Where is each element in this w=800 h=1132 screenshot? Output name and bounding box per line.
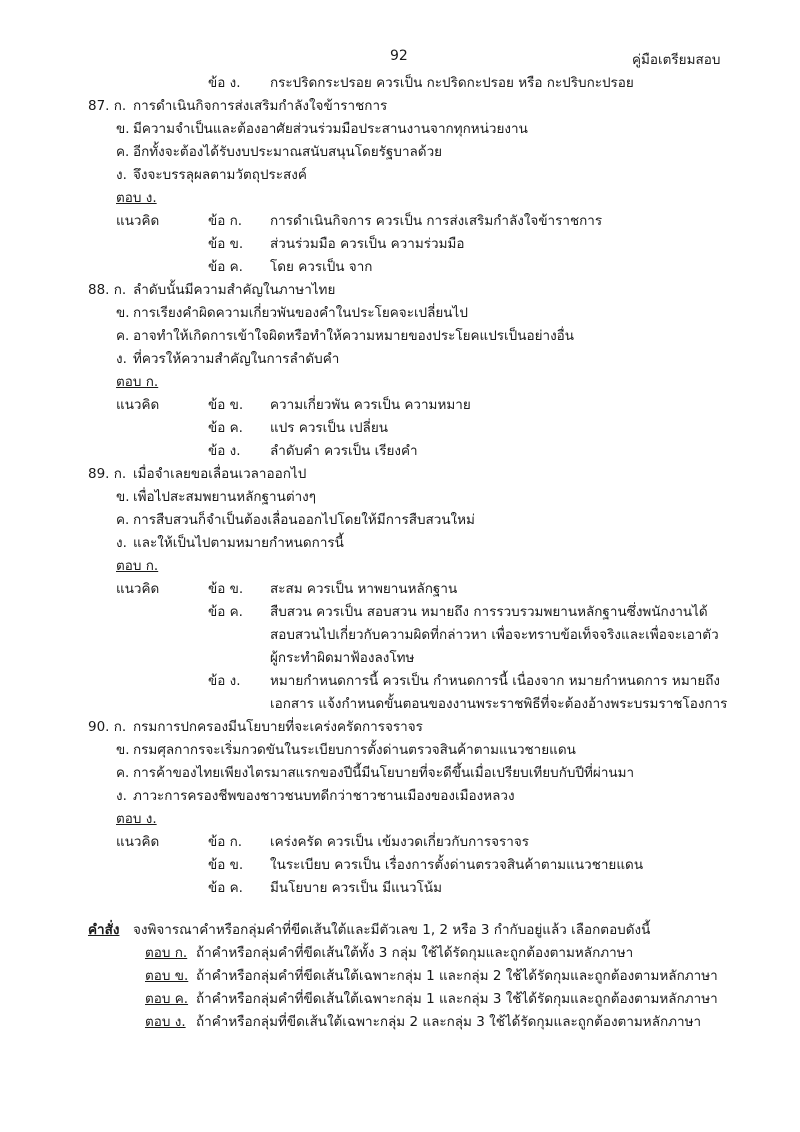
line-label: ข้อ ง. [208, 75, 241, 91]
line-label: ข้อ ข. [208, 397, 244, 413]
line-text: การดำเนินกิจการส่งเสริมกำลังใจข้าราชการ [133, 98, 388, 114]
line-label: ข. [116, 305, 130, 321]
line-text: การค้าของไทยเพียงไตรมาสแรกของปีนี้มีนโยบายที่จะดีขึ้นเมื่อเปรียบเทียบกับปีที่ผ่านมา [133, 765, 635, 781]
line-text: และให้เป็นไปตามหมายกำหนดการนี้ [133, 535, 344, 551]
line-label: ง. [116, 167, 127, 183]
line-text: โดย ควรเป็น จาก [270, 259, 373, 275]
line-label: ข้อ ค. [208, 880, 243, 896]
line-text: กระปริดกระปรอย ควรเป็น กะปริดกะปรอย หรือ กะปริบกะปรอย [270, 75, 634, 91]
option-key: ตอบ ข. [145, 968, 189, 984]
line-text: หมายกำหนดการนี้ ควรเป็น กำหนดการนี้ เนื่องจาก หมายกำหนดการ หมายถึง [270, 673, 720, 689]
line-text: ที่ควรให้ความสำคัญในการลำดับคำ [133, 351, 340, 367]
option-key: ตอบ ง. [145, 1014, 186, 1030]
line-text: จึงจะบรรลุผลตามวัตถุประสงค์ [133, 167, 307, 183]
line-text: ความเกี่ยวพัน ควรเป็น ความหมาย [270, 397, 471, 413]
line-label: ง. [116, 351, 127, 367]
line-text: ผู้กระทำผิดมาฟ้องลงโทษ [270, 650, 415, 666]
line-label: แนวคิด [116, 581, 160, 597]
line-text: การเรียงคำผิดความเกี่ยวพันของคำในประโยคจะเปลี่ยนไป [133, 305, 468, 321]
page-number: 92 [390, 48, 408, 64]
book-title: คู่มือเตรียมสอบ [632, 52, 721, 68]
line-label: ข้อ ค. [208, 604, 243, 620]
line-text: อีกทั้งจะต้องได้รับงบประมาณสนับสนุนโดยรัฐบาลด้วย [133, 144, 443, 160]
line-label: ข้อ ค. [208, 259, 243, 275]
answer-key: ตอบ ก. [116, 558, 159, 574]
line-text: ลำดับคำ ควรเป็น เรียงคำ [270, 443, 418, 459]
line-label: ค. [116, 512, 130, 528]
line-label: ค. [116, 144, 130, 160]
line-label: 88. ก. [88, 282, 127, 298]
option-text: ถ้าคำหรือกลุ่มคำที่ขีดเส้นใต้เฉพาะกลุ่ม 1 และกลุ่ม 2 ใช้ได้รัดกุมและถูกต้องตามหลักภาษา [196, 968, 718, 984]
answer-key: ตอบ ก. [116, 374, 159, 390]
line-label: ข้อ ก. [208, 213, 243, 229]
line-text: อาจทำให้เกิดการเข้าใจผิดหรือทำให้ความหมายของประโยคแปรเป็นอย่างอื่น [133, 328, 574, 344]
line-text: มีความจำเป็นและต้องอาศัยส่วนร่วมมือประสานงานจากทุกหน่วยงาน [133, 121, 528, 137]
line-label: ข. [116, 742, 130, 758]
line-text: ลำดับนั้นมีความสำคัญในภาษาไทย [133, 282, 336, 298]
option-text: ถ้าคำหรือกลุ่มที่ขีดเส้นใต้เฉพาะกลุ่ม 2 และกลุ่ม 3 ใช้ได้รัดกุมและถูกต้องตามหลักภาษา [196, 1014, 702, 1030]
line-text: กรมการปกครองมีนโยบายที่จะเคร่งครัดการจราจร [133, 719, 423, 735]
line-label: ข้อ ก. [208, 834, 243, 850]
line-label: ค. [116, 328, 130, 344]
option-text: ถ้าคำหรือกลุ่มคำที่ขีดเส้นใต้ทั้ง 3 กลุ่ม ใช้ได้รัดกุมและถูกต้องตามหลักภาษา [196, 945, 634, 961]
line-text: สะสม ควรเป็น หาพยานหลักฐาน [270, 581, 458, 597]
line-text: การดำเนินกิจการ ควรเป็น การส่งเสริมกำลังใจข้าราชการ [270, 213, 603, 229]
line-label: ข้อ ง. [208, 443, 241, 459]
line-text: เคร่งครัด ควรเป็น เข้มงวดเกี่ยวกับการจราจร [270, 834, 530, 850]
line-label: แนวคิด [116, 834, 160, 850]
line-label: แนวคิด [116, 213, 160, 229]
answer-key: ตอบ ง. [116, 811, 157, 827]
line-text: สอบสวนไปเกี่ยวกับความผิดที่กล่าวหา เพื่อจะทราบข้อเท็จจริงและเพื่อจะเอาตัว [270, 627, 719, 643]
line-label: ข้อ ข. [208, 236, 244, 252]
line-text: การสืบสวนก็จำเป็นต้องเลื่อนออกไปโดยให้มีการสืบสวนใหม่ [133, 512, 475, 528]
instruction-text: จงพิจารณาคำหรือกลุ่มคำที่ขีดเส้นใต้และมีตัวเลข 1, 2 หรือ 3 กำกับอยู่แล้ว เลือกตอบดังนี้ [133, 922, 651, 938]
line-text: มีนโยบาย ควรเป็น มีแนวโน้ม [270, 880, 442, 896]
line-text: ในระเบียบ ควรเป็น เรื่องการตั้งด่านตรวจสินค้าตามแนวชายแดน [270, 857, 644, 873]
line-label: ง. [116, 788, 127, 804]
line-text: เมื่อจำเลยขอเลื่อนเวลาออกไป [133, 466, 307, 482]
line-label: แนวคิด [116, 397, 160, 413]
line-text: เอกสาร แจ้งกำหนดขั้นตอนของงานพระราชพิธีที่จะต้องอ้างพระบรมราชโองการ [270, 696, 728, 712]
line-text: ส่วนร่วมมือ ควรเป็น ความร่วมมือ [270, 236, 465, 252]
line-label: 87. ก. [88, 98, 127, 114]
line-label: ข้อ ง. [208, 673, 241, 689]
line-label: ง. [116, 535, 127, 551]
option-text: ถ้าคำหรือกลุ่มคำที่ขีดเส้นใต้เฉพาะกลุ่ม 1 และกลุ่ม 3 ใช้ได้รัดกุมและถูกต้องตามหลักภาษา [196, 991, 718, 1007]
line-label: ข้อ ค. [208, 420, 243, 436]
line-label: ค. [116, 765, 130, 781]
line-text: เพื่อไปสะสมพยานหลักฐานต่างๆ [133, 489, 317, 505]
line-text: แปร ควรเป็น เปลี่ยน [270, 420, 388, 436]
answer-key: ตอบ ง. [116, 190, 157, 206]
option-key: ตอบ ค. [145, 991, 189, 1007]
line-label: 89. ก. [88, 466, 127, 482]
line-label: ข้อ ข. [208, 857, 244, 873]
instruction-label: คำสั่ง [88, 922, 120, 938]
line-label: 90. ก. [88, 719, 127, 735]
line-label: ข้อ ข. [208, 581, 244, 597]
line-label: ข. [116, 121, 130, 137]
option-key: ตอบ ก. [145, 945, 188, 961]
line-text: สืบสวน ควรเป็น สอบสวน หมายถึง การรวบรวมพยานหลักฐานซึ่งพนักงานได้ [270, 604, 708, 620]
line-text: ภาวะการครองชีพของชาวชนบทดีกว่าชาวชานเมืองของเมืองหลวง [133, 788, 515, 804]
line-label: ข. [116, 489, 130, 505]
line-text: กรมศุลกากรจะเริ่มกวดขันในระเบียบการตั้งด่านตรวจสินค้าตามแนวชายแดน [133, 742, 576, 758]
